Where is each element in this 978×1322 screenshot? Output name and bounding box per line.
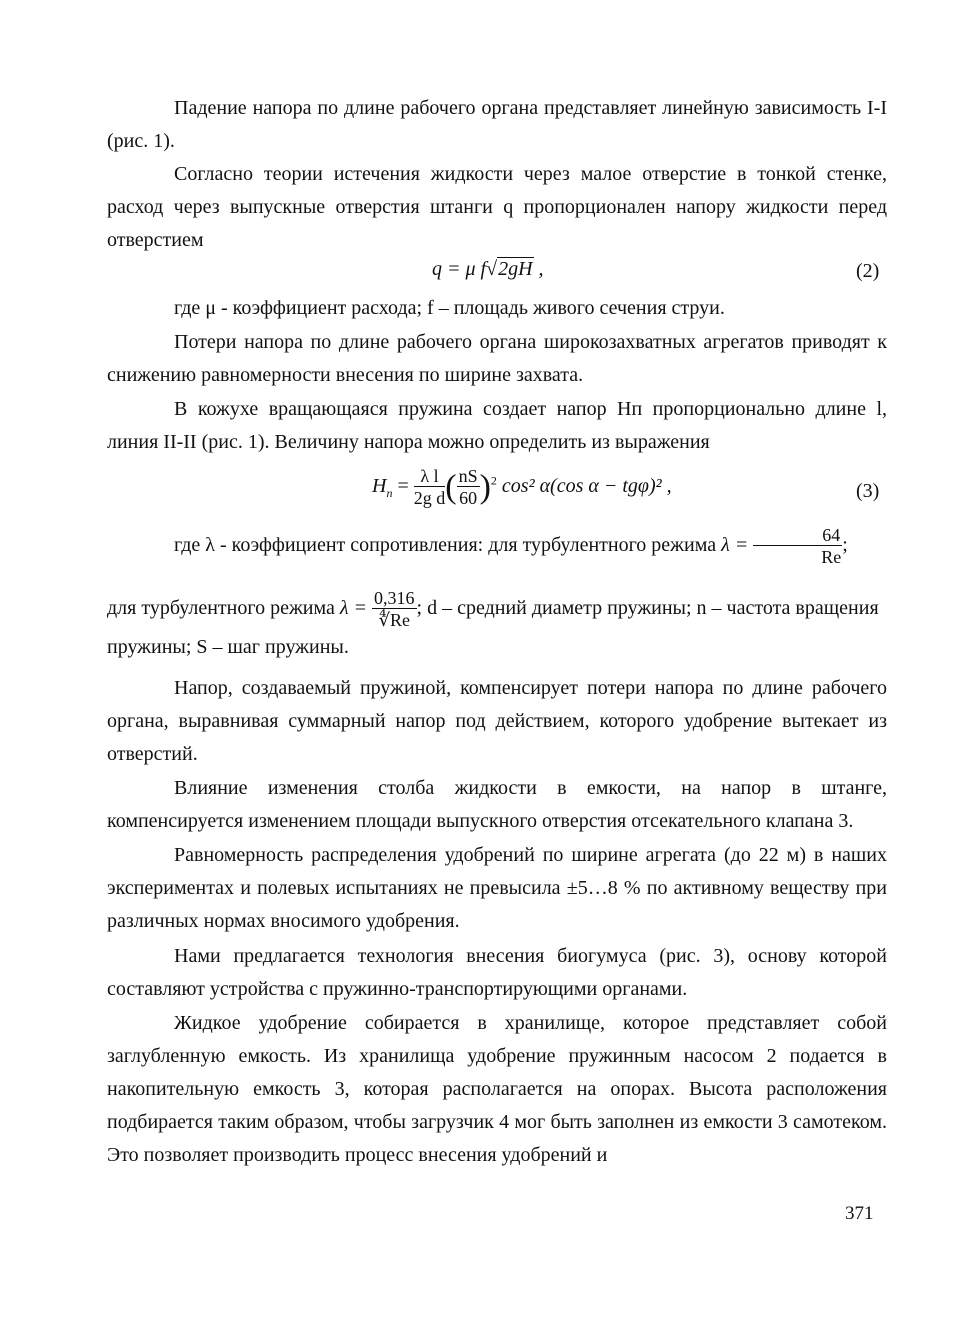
paragraph-8: Влияние изменения столба жидкости в емкости, на напор в штанге, компенсируется изменением площади выпускного отверстия отсекательного клапана 3. — [107, 777, 887, 832]
equation-2-number: (2) — [856, 260, 880, 282]
paragraph-6-line-1: где λ - коэффициент сопротивления: для турбулентного режима λ = $\frac{64}{Re}$ ; — [174, 525, 848, 567]
lambda-1-den: Re — [821, 547, 842, 567]
eq3-frac2-num: nS — [458, 466, 478, 486]
paragraph-3: где μ - коэффициент расхода; f – площадь живого сечения струи. — [174, 297, 725, 319]
eq3-fraction-2 — [457, 466, 480, 509]
paragraph-11: Жидкое удобрение собирается в хранилище, которое представляет собой заглубленную емкость. Из хранилища удобрение пружинным насосом 2 подается в накопительную емкость 3, которая располагается на опорах. Высота расположения подбирается таким образом, чтобы загрузчик 4 мог быть заполнен из емкости 3 самотеком. Это позволяет производить процесс внесения удобрений и — [107, 1012, 887, 1166]
p6-text-b: для турбулентного режима — [107, 597, 335, 620]
lambda-2-num: 0,316 — [374, 588, 415, 608]
eq3-frac2-den: 60 — [459, 488, 478, 508]
eq3-frac1-den: 2g d — [413, 488, 446, 508]
paragraph-1: Падение напора по длине рабочего органа представляет линейную зависимость I-I (рис. 1). — [107, 97, 887, 152]
equation-2: q = μ f√2gH , — [432, 258, 544, 280]
lambda-1-lhs: λ = — [721, 534, 749, 557]
eq2-lhs: q = μ f — [432, 258, 487, 280]
paragraph-6-line-2 — [107, 588, 887, 664]
paragraph-4: Потери напора по длине рабочего органа широкозахватных агрегатов приводят к снижению равномерности внесения по ширине захвата. — [107, 331, 887, 386]
paragraph-7: Напор, создаваемый пружиной, компенсирует потери напора по длине рабочего органа, выравнивая суммарный напор под действием, которого удобрение вытекает из отверстий. — [107, 677, 887, 765]
paragraph-2: Согласно теории истечения жидкости через малое отверстие в тонкой стенке, расход через выпускные отверстия штанги q пропорционален напору жидкости перед отверстием — [107, 163, 887, 251]
eq3-frac1-num: λ l — [414, 466, 446, 487]
paragraph-10: Нами предлагается технология внесения биогумуса (рис. 3), основу которой составляют устройства с пружинно-транспортирующими органами. — [107, 945, 887, 1000]
eq3-tail: cos² α(cos α − tgφ)² — [501, 475, 662, 498]
page-number: 371 — [845, 1203, 874, 1224]
equation-3-number: (3) — [856, 480, 880, 502]
p6-text-c: ; d – средний диаметр пружины; n – частота вращения пружины; S – шаг пружины. — [107, 597, 879, 658]
paragraph-5: В кожухе вращающаяся пружина создает напор Hп пропорционально длине l, линия II-II (рис. 1). Величину напора можно определить из выражения — [107, 398, 887, 453]
lambda-1-fraction — [753, 525, 842, 568]
eq3-lhs-sub: п — [386, 486, 393, 501]
lambda-2-den: ∜Re — [378, 610, 411, 630]
lambda-2-lhs: λ = — [339, 597, 368, 620]
p6-text-a: где λ - коэффициент сопротивления: для турбулентного режима — [174, 534, 717, 557]
paragraph-9: Равномерность распределения удобрений по ширине агрегата (до 22 м) в наших экспериментах и полевых испытаниях не превысила ±5…8 % по активному веществу при различных нормах вносимого удобрения. — [107, 844, 887, 932]
lambda-2-fraction — [372, 588, 417, 631]
equation-3: $H_п$ = $\frac{\text{λ l}}{\text{2g d}}$ ( $\frac{nS}{60}$ )$^2$ cos² α(cos α − tgφ)² , — [372, 466, 672, 508]
lambda-1-num: 64 — [753, 525, 842, 546]
eq2-radicand: 2gH — [498, 258, 533, 280]
eq3-fraction-1 — [414, 466, 446, 509]
eq3-lhs: H — [372, 475, 387, 498]
